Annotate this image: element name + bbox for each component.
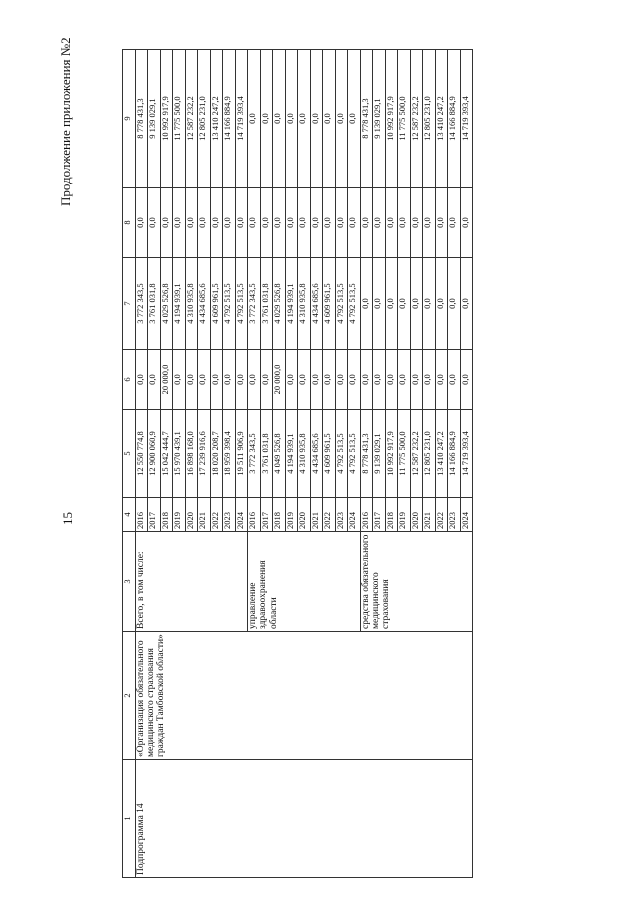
oms-cell: 14 719 393,4 [235, 50, 248, 188]
regional-cell: 0,0 [423, 258, 436, 350]
regional-cell: 4 434 685,6 [198, 258, 211, 350]
local-cell: 0,0 [310, 188, 323, 258]
oms-cell: 14 166 884,9 [223, 50, 236, 188]
oms-cell: 9 139 029,1 [373, 50, 386, 188]
total-cell: 10 992 917,9 [385, 410, 398, 498]
header-row [123, 50, 136, 878]
federal-cell: 0,0 [423, 350, 436, 410]
year-cell: 2017 [260, 498, 273, 532]
total-cell: 12 805 231,0 [423, 410, 436, 498]
total-cell: 4 609 961,5 [323, 410, 336, 498]
total-cell: 16 898 168,0 [185, 410, 198, 498]
oms-cell: 12 805 231,0 [423, 50, 436, 188]
year-cell: 2016 [135, 498, 148, 532]
header-cell: 5 [123, 410, 136, 498]
local-cell: 0,0 [198, 188, 211, 258]
total-cell: 4 792 513,5 [348, 410, 361, 498]
federal-cell: 0,0 [135, 350, 148, 410]
header-cell: 1 [123, 760, 136, 878]
oms-cell: 13 410 247,2 [210, 50, 223, 188]
total-cell: 15 970 439,1 [173, 410, 186, 498]
header-cell: 7 [123, 258, 136, 350]
header-cell: 9 [123, 50, 136, 188]
header-cell: 8 [123, 188, 136, 258]
local-cell: 0,0 [323, 188, 336, 258]
oms-cell: 0,0 [260, 50, 273, 188]
oms-cell: 0,0 [285, 50, 298, 188]
total-cell: 4 434 685,6 [310, 410, 323, 498]
total-cell: 4 310 935,8 [298, 410, 311, 498]
total-cell: 17 239 916,6 [198, 410, 211, 498]
regional-cell: 0,0 [373, 258, 386, 350]
total-cell: 19 511 906,9 [235, 410, 248, 498]
regional-cell: 0,0 [410, 258, 423, 350]
local-cell: 0,0 [285, 188, 298, 258]
oms-cell: 8 778 431,3 [360, 50, 373, 188]
year-cell: 2017 [148, 498, 161, 532]
total-cell: 12 900 060,9 [148, 410, 161, 498]
oms-cell: 10 992 917,9 [385, 50, 398, 188]
regional-cell: 4 792 513,5 [223, 258, 236, 350]
oms-cell: 12 587 232,2 [185, 50, 198, 188]
total-cell: 12 587 232,2 [410, 410, 423, 498]
local-cell: 0,0 [348, 188, 361, 258]
oms-cell: 14 719 393,4 [460, 50, 473, 188]
funding-source: управление здравоохранения области [248, 532, 361, 632]
federal-cell: 0,0 [173, 350, 186, 410]
federal-cell: 0,0 [248, 350, 261, 410]
regional-cell: 3 772 343,5 [135, 258, 148, 350]
local-cell: 0,0 [135, 188, 148, 258]
local-cell: 0,0 [210, 188, 223, 258]
local-cell: 0,0 [148, 188, 161, 258]
regional-cell: 3 761 031,8 [260, 258, 273, 350]
oms-cell: 11 775 500,0 [173, 50, 186, 188]
federal-cell: 0,0 [260, 350, 273, 410]
oms-cell: 0,0 [298, 50, 311, 188]
regional-cell: 0,0 [360, 258, 373, 350]
year-cell: 2018 [385, 498, 398, 532]
local-cell: 0,0 [423, 188, 436, 258]
budget-table [122, 49, 473, 878]
regional-cell: 4 434 685,6 [310, 258, 323, 350]
local-cell: 0,0 [385, 188, 398, 258]
total-cell: 18 959 398,4 [223, 410, 236, 498]
local-cell: 0,0 [398, 188, 411, 258]
year-cell: 2022 [210, 498, 223, 532]
local-cell: 0,0 [335, 188, 348, 258]
regional-cell: 4 792 513,5 [348, 258, 361, 350]
regional-cell: 4 194 939,1 [285, 258, 298, 350]
local-cell: 0,0 [185, 188, 198, 258]
year-cell: 2023 [223, 498, 236, 532]
local-cell: 0,0 [173, 188, 186, 258]
total-cell: 9 139 029,1 [373, 410, 386, 498]
total-cell: 18 020 208,7 [210, 410, 223, 498]
funding-source: средства обязательного медицинского страхования [360, 532, 473, 632]
oms-cell: 0,0 [310, 50, 323, 188]
federal-cell: 0,0 [348, 350, 361, 410]
total-cell: 15 042 444,7 [160, 410, 173, 498]
oms-cell: 0,0 [323, 50, 336, 188]
regional-cell: 4 609 961,5 [210, 258, 223, 350]
year-cell: 2022 [435, 498, 448, 532]
federal-cell: 0,0 [298, 350, 311, 410]
local-cell: 0,0 [360, 188, 373, 258]
regional-cell: 3 761 031,8 [148, 258, 161, 350]
year-cell: 2024 [235, 498, 248, 532]
year-cell: 2023 [335, 498, 348, 532]
oms-cell: 0,0 [335, 50, 348, 188]
total-cell: 3 772 343,5 [248, 410, 261, 498]
local-cell: 0,0 [448, 188, 461, 258]
year-cell: 2019 [398, 498, 411, 532]
federal-cell: 0,0 [323, 350, 336, 410]
local-cell: 0,0 [410, 188, 423, 258]
year-cell: 2020 [410, 498, 423, 532]
year-cell: 2016 [360, 498, 373, 532]
year-cell: 2018 [160, 498, 173, 532]
total-cell: 3 761 031,8 [260, 410, 273, 498]
year-cell: 2016 [248, 498, 261, 532]
federal-cell: 0,0 [335, 350, 348, 410]
total-cell: 11 775 500,0 [398, 410, 411, 498]
regional-cell: 4 310 935,8 [298, 258, 311, 350]
federal-cell: 20 000,0 [273, 350, 286, 410]
page-number: 15 [60, 512, 75, 525]
regional-cell: 4 310 935,8 [185, 258, 198, 350]
year-cell: 2021 [423, 498, 436, 532]
regional-cell: 4 029 526,8 [273, 258, 286, 350]
total-cell: 12 550 774,8 [135, 410, 148, 498]
local-cell: 0,0 [160, 188, 173, 258]
local-cell: 0,0 [298, 188, 311, 258]
table-row [135, 50, 148, 878]
regional-cell: 0,0 [398, 258, 411, 350]
federal-cell: 0,0 [360, 350, 373, 410]
regional-cell: 4 792 513,5 [335, 258, 348, 350]
regional-cell: 3 772 343,5 [248, 258, 261, 350]
year-cell: 2022 [323, 498, 336, 532]
regional-cell: 0,0 [448, 258, 461, 350]
year-cell: 2018 [273, 498, 286, 532]
federal-cell: 0,0 [435, 350, 448, 410]
year-cell: 2020 [298, 498, 311, 532]
oms-cell: 0,0 [348, 50, 361, 188]
oms-cell: 0,0 [273, 50, 286, 188]
federal-cell: 0,0 [398, 350, 411, 410]
total-cell: 4 194 939,1 [285, 410, 298, 498]
year-cell: 2019 [173, 498, 186, 532]
federal-cell: 20 000,0 [160, 350, 173, 410]
year-cell: 2017 [373, 498, 386, 532]
federal-cell: 0,0 [460, 350, 473, 410]
oms-cell: 12 587 232,2 [410, 50, 423, 188]
local-cell: 0,0 [235, 188, 248, 258]
regional-cell: 4 609 961,5 [323, 258, 336, 350]
total-cell: 14 719 393,4 [460, 410, 473, 498]
rotated-table-wrapper [122, 50, 527, 878]
year-cell: 2024 [460, 498, 473, 532]
federal-cell: 0,0 [210, 350, 223, 410]
federal-cell: 0,0 [373, 350, 386, 410]
total-cell: 14 166 884,9 [448, 410, 461, 498]
federal-cell: 0,0 [148, 350, 161, 410]
regional-cell: 0,0 [435, 258, 448, 350]
budget-table-body [123, 50, 473, 878]
federal-cell: 0,0 [448, 350, 461, 410]
regional-cell: 4 029 526,8 [160, 258, 173, 350]
federal-cell: 0,0 [185, 350, 198, 410]
local-cell: 0,0 [373, 188, 386, 258]
oms-cell: 0,0 [248, 50, 261, 188]
oms-cell: 8 778 431,3 [135, 50, 148, 188]
federal-cell: 0,0 [385, 350, 398, 410]
federal-cell: 0,0 [235, 350, 248, 410]
oms-cell: 14 166 884,9 [448, 50, 461, 188]
federal-cell: 0,0 [223, 350, 236, 410]
oms-cell: 12 805 231,0 [198, 50, 211, 188]
subprogram-code: Подпрограмма 14 [135, 760, 473, 878]
total-cell: 4 792 513,5 [335, 410, 348, 498]
regional-cell: 0,0 [460, 258, 473, 350]
year-cell: 2019 [285, 498, 298, 532]
local-cell: 0,0 [223, 188, 236, 258]
oms-cell: 11 775 500,0 [398, 50, 411, 188]
federal-cell: 0,0 [310, 350, 323, 410]
federal-cell: 0,0 [410, 350, 423, 410]
year-cell: 2023 [448, 498, 461, 532]
year-cell: 2021 [198, 498, 211, 532]
local-cell: 0,0 [273, 188, 286, 258]
local-cell: 0,0 [248, 188, 261, 258]
year-cell: 2024 [348, 498, 361, 532]
oms-cell: 10 992 917,9 [160, 50, 173, 188]
total-cell: 8 778 431,3 [360, 410, 373, 498]
header-cell: 6 [123, 350, 136, 410]
oms-cell: 13 410 247,2 [435, 50, 448, 188]
header-cell: 4 [123, 498, 136, 532]
header-cell: 3 [123, 532, 136, 632]
year-cell: 2021 [310, 498, 323, 532]
local-cell: 0,0 [435, 188, 448, 258]
subprogram-name: «Организация обязательного медицинского страхования граждан Тамбовской области» [135, 632, 473, 760]
header-cell: 2 [123, 632, 136, 760]
year-cell: 2020 [185, 498, 198, 532]
funding-source: Всего, в том числе: [135, 532, 248, 632]
local-cell: 0,0 [460, 188, 473, 258]
local-cell: 0,0 [260, 188, 273, 258]
total-cell: 4 049 526,8 [273, 410, 286, 498]
regional-cell: 0,0 [385, 258, 398, 350]
regional-cell: 4 194 939,1 [173, 258, 186, 350]
oms-cell: 9 139 029,1 [148, 50, 161, 188]
federal-cell: 0,0 [285, 350, 298, 410]
regional-cell: 4 792 513,5 [235, 258, 248, 350]
annex-title: Продолжение приложения №2 [58, 37, 73, 206]
total-cell: 13 410 247,2 [435, 410, 448, 498]
federal-cell: 0,0 [198, 350, 211, 410]
